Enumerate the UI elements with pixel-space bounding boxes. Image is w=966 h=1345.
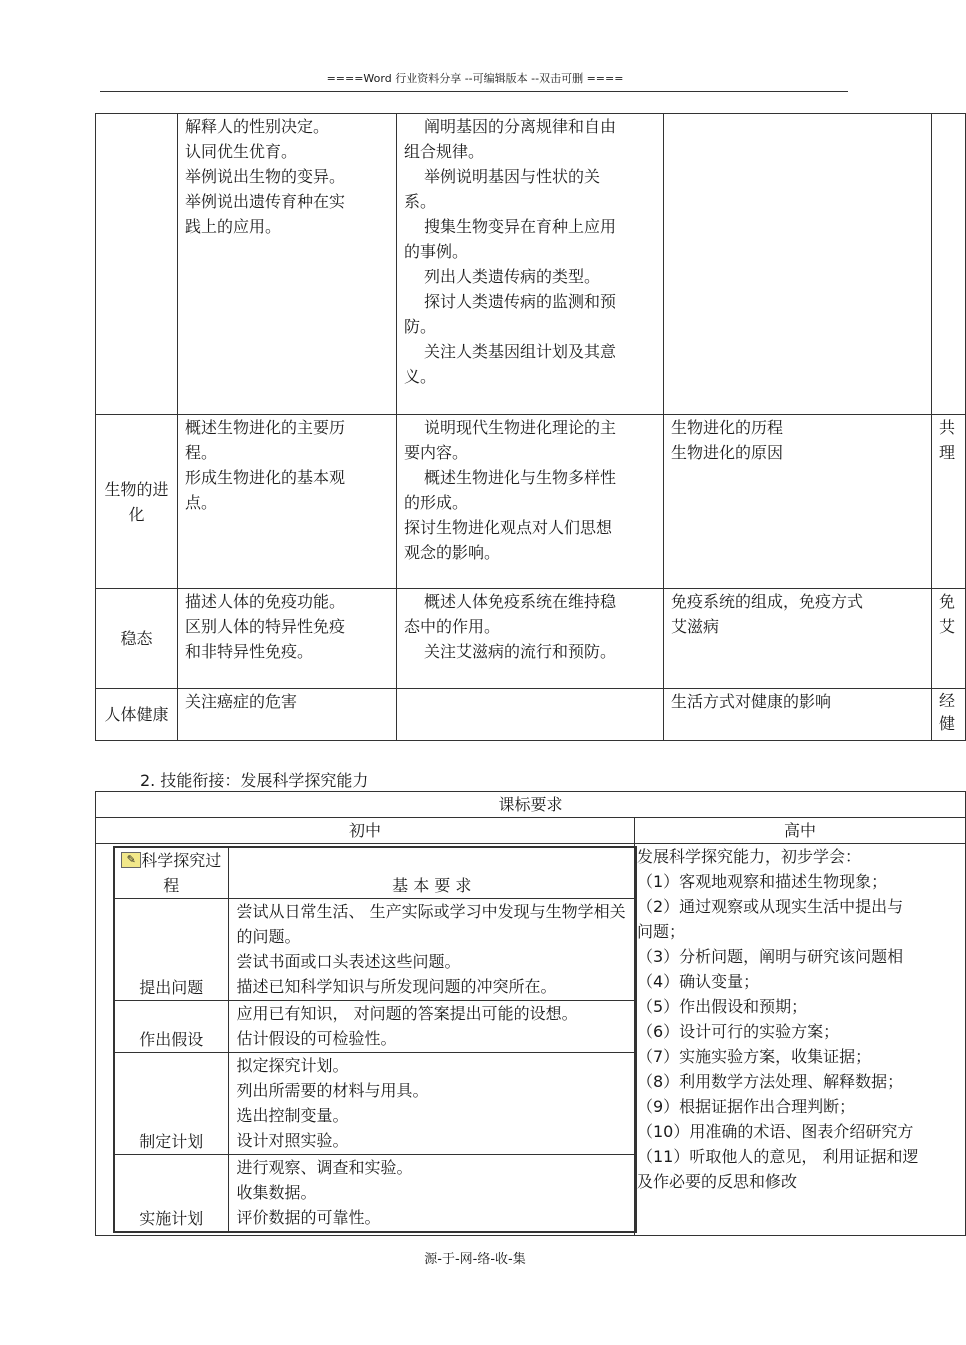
- text-line: （3）分析问题，阐明与研究该问题相: [637, 947, 904, 966]
- text-line: 区别人体的特异性免疫: [185, 617, 346, 636]
- text-line: 探讨生物进化观点对人们思想: [404, 518, 613, 537]
- text-line: 评价数据的可靠性。: [236, 1208, 381, 1227]
- text-line: 关注艾滋病的流行和预防。: [424, 642, 617, 661]
- text-line: （2）通过观察或从现实生活中提出与: [637, 897, 904, 916]
- senior-header: 高中: [635, 818, 966, 844]
- text-line: 义。: [404, 367, 437, 386]
- text-line: 描述已知科学知识与所发现问题的冲突所在。: [236, 977, 557, 996]
- header-rule: [100, 91, 848, 92]
- table-row: [114, 899, 636, 1001]
- text-line: （11）听取他人的意见， 利用证据和逻: [637, 1147, 919, 1166]
- junior-header: 初中: [96, 818, 635, 844]
- table-row: [96, 114, 966, 415]
- skills-table: [95, 791, 966, 1236]
- step-requirements: [228, 1001, 636, 1053]
- text-line: 选出控制变量。: [236, 1106, 349, 1125]
- text-line: 收集数据。: [236, 1183, 317, 1202]
- step-requirements: [228, 1155, 636, 1232]
- text-line: 举例说明基因与性状的关: [424, 167, 601, 186]
- text-line: 点。: [185, 493, 218, 512]
- text-line: 探讨人类遗传病的监测和预: [424, 292, 617, 311]
- text-line: 尝试从日常生活、 生产实际或学习中发现与生物学相关的问题。: [236, 902, 626, 946]
- process-header-cell: [114, 847, 228, 899]
- table-row: [96, 689, 966, 741]
- senior-standard-cell: [397, 689, 664, 741]
- text-line: 生活方式对健康的影响: [671, 692, 832, 711]
- text-line: 生物进化的原因: [671, 443, 784, 462]
- topic-cell: [96, 114, 178, 415]
- junior-standard-cell: [178, 689, 397, 741]
- text-line: （10）用准确的术语、图表介绍研究方: [637, 1122, 914, 1141]
- step-name: 提出问题: [114, 899, 228, 1001]
- text-line: 举例说出生物的变异。: [185, 167, 346, 186]
- text-line: 概述生物进化与生物多样性: [424, 468, 617, 487]
- text-line: 艾滋病: [671, 617, 720, 636]
- text-line: 进行观察、调查和实验。: [236, 1158, 413, 1177]
- inquiry-process-table: [113, 846, 637, 1233]
- senior-standard-cell: [397, 114, 664, 415]
- page-header: ====Word 行业资料分享 --可编辑版本 --双击可删 ====: [326, 72, 624, 85]
- text-line: 的事例。: [404, 242, 469, 261]
- step-name: 实施计划: [114, 1155, 228, 1232]
- table-row: [96, 589, 966, 689]
- text-line: （1）客观地观察和描述生物现象；: [637, 872, 888, 891]
- link-point-cell: [664, 589, 932, 689]
- text-line: 举例说出遗传育种在实: [185, 192, 346, 211]
- table-row: [114, 1053, 636, 1155]
- knowledge-table: [95, 113, 966, 741]
- text-line: 认同优生优育。: [185, 142, 298, 161]
- text-line: 问题；: [637, 922, 686, 941]
- text-line: 理: [939, 443, 956, 462]
- text-line: 防。: [404, 317, 437, 336]
- text-line: 系。: [404, 192, 437, 211]
- text-line: 程。: [185, 443, 218, 462]
- text-line: 态中的作用。: [404, 617, 501, 636]
- step-requirements: [228, 1053, 636, 1155]
- text-line: 经: [939, 691, 956, 710]
- topic-cell: 生物的进化: [96, 415, 178, 589]
- requirements-header: 基 本 要 求: [228, 847, 636, 899]
- text-line: 估计假设的可检验性。: [236, 1029, 397, 1048]
- step-name: 制定计划: [114, 1053, 228, 1155]
- text-line: 列出人类遗传病的类型。: [424, 267, 601, 286]
- text-line: 解释人的性别决定。: [185, 117, 330, 136]
- junior-standard-cell: [178, 415, 397, 589]
- overflow-cell: [932, 689, 966, 741]
- text-line: （7）实施实验方案，收集证据；: [637, 1047, 872, 1066]
- text-line: 和非特异性免疫。: [185, 642, 314, 661]
- senior-standard-cell: [397, 415, 664, 589]
- standards-header: 课标要求: [96, 792, 966, 818]
- junior-requirements-cell: [96, 844, 635, 1236]
- text-line: 组合规律。: [404, 142, 485, 161]
- text-line: 发展科学探究能力，初步学会：: [637, 847, 862, 866]
- text-line: （6）设计可行的实验方案；: [637, 1022, 840, 1041]
- process-header: 科学探究过程: [141, 851, 222, 895]
- text-line: 践上的应用。: [185, 217, 282, 236]
- overflow-cell: [932, 589, 966, 689]
- junior-standard-cell: [178, 589, 397, 689]
- text-line: 共: [939, 418, 956, 437]
- topic-cell: 人体健康: [96, 689, 178, 741]
- step-name: 作出假设: [114, 1001, 228, 1053]
- text-line: 艾: [939, 617, 956, 636]
- text-line: 及作必要的反思和修改: [637, 1172, 798, 1191]
- text-line: 免: [939, 592, 956, 611]
- text-line: （5）作出假设和预期；: [637, 997, 808, 1016]
- text-line: 描述人体的免疫功能。: [185, 592, 346, 611]
- text-line: 关注癌症的危害: [185, 692, 298, 711]
- section-title: 2. 技能衔接：发展科学探究能力: [140, 771, 369, 790]
- table-row: [114, 1001, 636, 1053]
- text-line: 生物进化的历程: [671, 418, 784, 437]
- text-line: 列出所需要的材料与用具。: [236, 1081, 429, 1100]
- overflow-cell: [932, 415, 966, 589]
- link-point-cell: [664, 689, 932, 741]
- topic-cell: 稳态: [96, 589, 178, 689]
- text-line: 关注人类基因组计划及其意: [424, 342, 617, 361]
- text-line: 设计对照实验。: [236, 1131, 349, 1150]
- text-line: 阐明基因的分离规律和自由: [424, 117, 617, 136]
- senior-requirements-cell: [635, 844, 966, 1236]
- text-line: 应用已有知识， 对问题的答案提出可能的设想。: [236, 1004, 578, 1023]
- text-line: （8）利用数学方法处理、解释数据；: [637, 1072, 904, 1091]
- text-line: 免疫系统的组成，免疫方式: [671, 592, 864, 611]
- scroll-icon: ✎: [121, 852, 141, 868]
- junior-standard-cell: [178, 114, 397, 415]
- text-line: 尝试书面或口头表述这些问题。: [236, 952, 461, 971]
- text-line: 概述生物进化的主要历: [185, 418, 346, 437]
- text-line: 观念的影响。: [404, 543, 501, 562]
- senior-standard-cell: [397, 589, 664, 689]
- link-point-cell: [664, 415, 932, 589]
- text-line: （9）根据证据作出合理判断；: [637, 1097, 856, 1116]
- text-line: 拟定探究计划。: [236, 1056, 349, 1075]
- text-line: 概述人体免疫系统在维持稳: [424, 592, 617, 611]
- text-line: 搜集生物变异在育种上应用: [424, 217, 617, 236]
- step-requirements: [228, 899, 636, 1001]
- text-line: 的形成。: [404, 493, 469, 512]
- text-line: 要内容。: [404, 443, 469, 462]
- link-point-cell: [664, 114, 932, 415]
- table-row: [114, 1155, 636, 1232]
- page-footer: 源-于-网-络-收-集: [424, 1252, 526, 1267]
- overflow-cell: [932, 114, 966, 415]
- text-line: 健: [939, 714, 956, 733]
- text-line: 说明现代生物进化理论的主: [424, 418, 617, 437]
- text-line: 形成生物进化的基本观: [185, 468, 346, 487]
- text-line: （4）确认变量；: [637, 972, 760, 991]
- table-row: [96, 415, 966, 589]
